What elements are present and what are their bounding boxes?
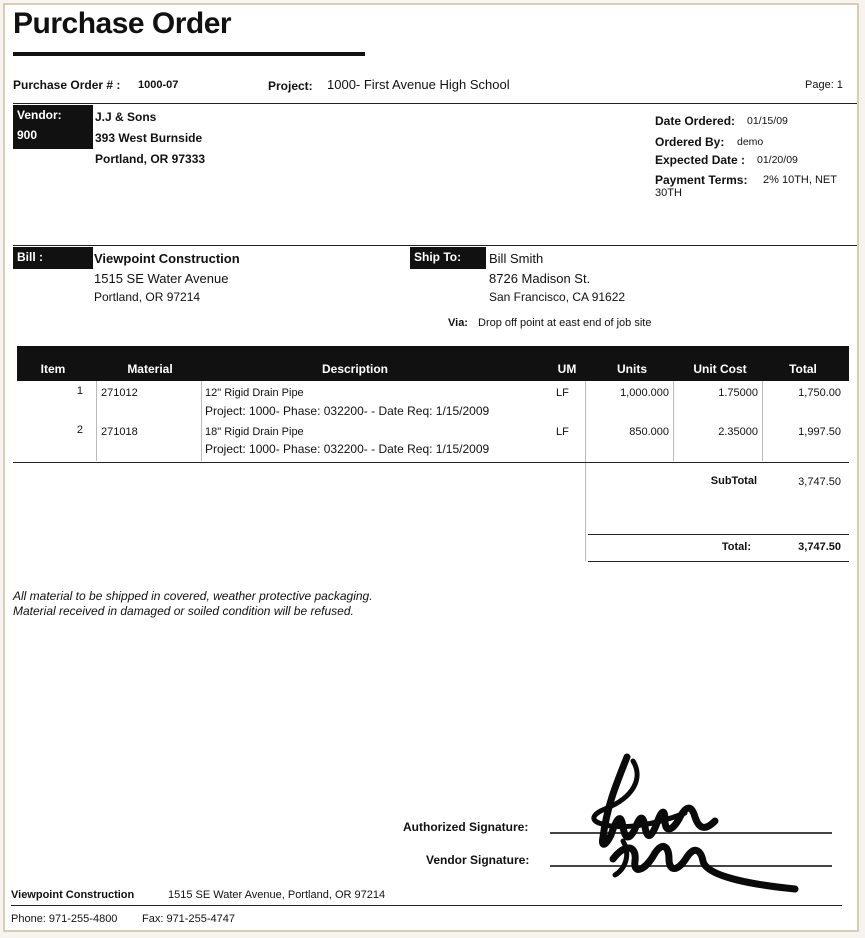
ship-address-2: San Francisco, CA 91622 [489,290,626,304]
totals-rule [588,534,849,535]
row-unit-cost: 1.75000 [718,387,758,399]
column-header-um: UM [557,362,577,376]
date-ordered: 01/15/09 [747,115,788,127]
expected-date-label: Expected Date : [655,153,746,167]
column-separator [762,381,763,461]
column-header-total: Total [789,362,817,376]
row-item: 2 [76,424,83,436]
footer-phone: Phone: 971-255-4800 [11,913,118,925]
shipping-note-2: Material received in damaged or soiled condition will be refused. [13,604,354,618]
via-label: Via: [448,317,468,329]
payment-terms-line-1: 2% 10TH, NET [763,174,837,186]
row-description: 12" Rigid Drain Pipe [205,387,304,399]
vendor-address-2: Portland, OR 97333 [95,152,206,166]
footer-company: Viewpoint Construction [11,889,135,901]
vendor-address-1: 393 West Burnside [95,131,203,145]
total-value: 3,747.50 [798,541,841,553]
page-title: Purchase Order [13,7,232,40]
row-item: 1 [76,385,83,397]
project-value: 1000- First Avenue High School [327,77,510,92]
page-number: Page: 1 [805,79,843,91]
via-value: Drop off point at east end of job site [478,317,652,329]
date-ordered-label: Date Ordered: [655,114,736,128]
ship-name: Bill Smith [489,251,544,266]
po-number: 1000-07 [138,79,179,91]
row-um: LF [556,426,569,438]
subtotal-value: 3,747.50 [798,476,841,488]
total-label: Total: [721,541,751,553]
bill-name: Viewpoint Construction [94,251,240,266]
row-units: 850.000 [629,426,669,438]
payment-terms-label: Payment Terms: [655,173,748,187]
column-separator [201,381,202,461]
row-description: 18" Rigid Drain Pipe [205,426,304,438]
column-header-unit-cost: Unit Cost [693,362,747,376]
row-total: 1,750.00 [798,387,841,399]
title-underline [13,52,365,56]
column-header-units: Units [617,362,647,376]
row-um: LF [556,387,569,399]
footer-fax: Fax: 971-255-4747 [142,913,235,925]
expected-date: 01/20/09 [757,154,798,166]
bill-label-box [13,247,93,269]
ship-label: Ship To: [414,250,462,264]
ordered-by-label: Ordered By: [655,135,725,149]
column-header-description: Description [321,362,388,376]
row-detail: Project: 1000- Phase: 032200- - Date Req: 1/15/2009 [205,404,490,418]
divider [13,103,857,104]
bill-address-1: 1515 SE Water Avenue [94,271,229,286]
column-header-material: Material [127,362,173,376]
shipping-note-1: All material to be shipped in covered, weather protective packaging. [13,589,373,603]
vendor-label-box [13,105,93,149]
vendor-name: J.J & Sons [95,110,157,124]
row-material: 271012 [101,387,138,399]
totals-rule [588,561,849,562]
authorized-signature-label: Authorized Signature: [403,820,529,834]
row-units: 1,000.000 [620,387,669,399]
po-number-label: Purchase Order # : [13,78,121,92]
subtotal-label: SubTotal [710,475,757,487]
column-separator [673,381,674,461]
row-unit-cost: 2.35000 [718,426,758,438]
column-header-item: Item [40,362,66,376]
payment-terms-line-2: 30TH [655,187,682,199]
handwritten-signature [565,747,805,897]
row-detail: Project: 1000- Phase: 032200- - Date Req: 1/15/2009 [205,442,490,456]
column-separator [96,381,97,461]
ship-address-1: 8726 Madison St. [489,271,591,286]
column-separator [585,381,586,561]
vendor-label: Vendor: [17,108,62,122]
purchase-order-page [3,3,859,932]
divider [13,245,857,246]
ordered-by: demo [737,136,764,148]
ship-label-box [410,247,486,269]
project-label: Project: [268,79,313,93]
vendor-id: 900 [17,128,38,142]
footer-rule [11,905,842,906]
footer-address: 1515 SE Water Avenue, Portland, OR 97214 [168,889,386,901]
table-bottom-rule [13,462,849,463]
bill-label: Bill : [17,250,43,264]
bill-address-2: Portland, OR 97214 [94,290,201,304]
row-total: 1,997.50 [798,426,841,438]
vendor-signature-label: Vendor Signature: [426,853,530,867]
row-material: 271018 [101,426,138,438]
